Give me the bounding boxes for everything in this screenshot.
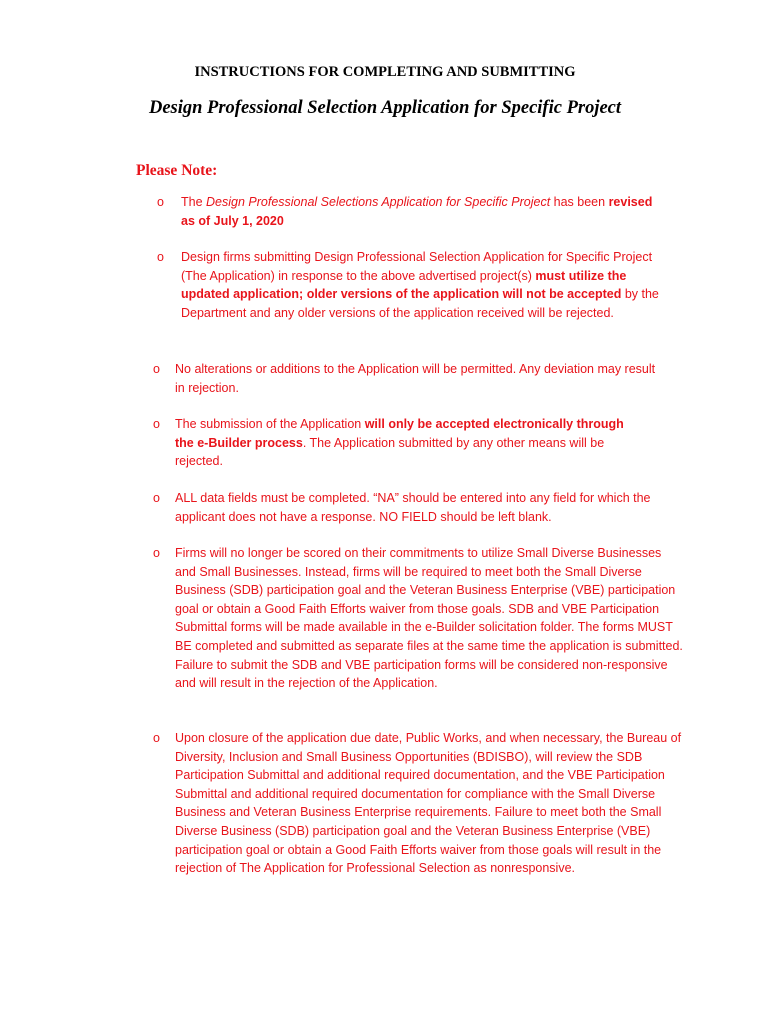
list-item [153,544,685,693]
bullet-icon: o [153,362,160,376]
item-text: ALL data fields must be completed. “NA” should be entered into any field for which the applicant does not have a response. NO FIELD should be left blank. [175,491,651,524]
list-item [157,193,661,230]
document-subtitle: Design Professional Selection Application for Specific Project [148,98,622,118]
item-text: Design firms submitting Design Professional Selection Application for Specific Project (The Application) in response to the above advertised project(s) must utilize the updated application; older versions of the application will not be accepted by the Department and any older versions of the application received will be rejected. [181,250,659,320]
item-text: The Design Professional Selections Application for Specific Project has been revised as of July 1, 2020 [181,195,653,228]
list-item [153,489,665,526]
bullet-icon: o [153,491,160,505]
list-item [153,360,665,397]
item-text: Firms will no longer be scored on their commitments to utilize Small Diverse Businesses and Small Businesses. Instead, firms will be required to meet both the Small Diverse Business (SDB) participation goal and the Veteran Business Enterprise (VBE) participation goal or obtain a Good Faith Efforts waiver from those goals. SDB and VBE Participation Submittal forms will be made available in the e-Builder solicitation folder. The forms MUST BE completed and submitted as separate files at the same time the application is submitted. Failure to submit the SDB and VBE participation forms will be considered non-responsive and will result in the rejection of the Application. [175,546,683,691]
bullet-icon: o [157,250,164,264]
list-item [153,729,685,878]
item-text: No alterations or additions to the Application will be permitted. Any deviation may result in rejection. [175,362,656,395]
bullet-icon: o [153,546,160,560]
bullet-icon: o [153,731,160,745]
note-heading: Please Note: [136,162,218,179]
document-title: INSTRUCTIONS FOR COMPLETING AND SUBMITTING [194,64,576,80]
item-text: The submission of the Application will only be accepted electronically through the e-Builder process. The Application submitted by any other means will be rejected. [175,417,624,469]
item-text: Upon closure of the application due date, Public Works, and when necessary, the Bureau of Diversity, Inclusion and Small Business Opportunities (BDISBO), will review the SDB Participation Submittal and additional required documentation, and the VBE Participation Submittal and additional required documentation for compliance with the Small Diverse Business and Veteran Business Enterprise requirements. Failure to meet both the Small Diverse Business (SDB) participation goal and the Veteran Business Enterprise (VBE) participation goal or obtain a Good Faith Efforts waiver from those goals will result in the rejection of The Application for Professional Selection as nonresponsive. [175,731,682,876]
bullet-icon: o [157,195,164,209]
list-item [157,248,661,322]
list-item [153,415,635,471]
bullet-icon: o [153,417,160,431]
